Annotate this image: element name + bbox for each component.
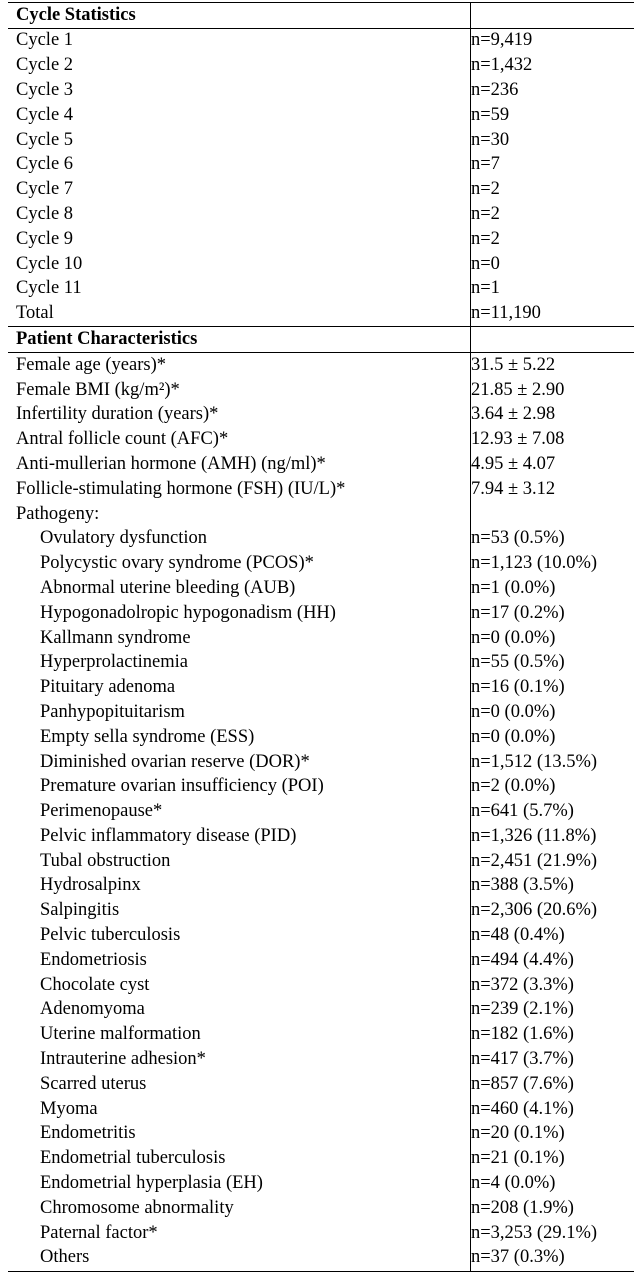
cycle-count: n=11,190 [471, 303, 541, 324]
cycle-row [8, 78, 634, 103]
cycle-count: n=7 [471, 154, 500, 175]
patient-characteristics-title: Patient Characteristics [8, 327, 471, 353]
patient-row [8, 403, 634, 428]
pathogeny-row [8, 800, 634, 825]
cycle-label: Cycle 7 [8, 178, 471, 203]
pathogeny-row [8, 899, 634, 924]
pathogeny-item-label: Others [8, 1246, 471, 1271]
cycle-row [8, 302, 634, 327]
cycle-count: n=30 [471, 129, 510, 150]
pathogeny-item-label: Hypogonadolropic hypogonadism (HH) [8, 601, 471, 626]
pathogeny-item-value: n=417 (3.7%) [471, 1049, 574, 1070]
cycle-count: n=0 [471, 253, 500, 274]
characteristic-value: 4.95 ± 4.07 [471, 453, 556, 474]
characteristic-label: Female age (years)* [8, 353, 471, 378]
cycle-label: Cycle 5 [8, 128, 471, 153]
pathogeny-item-value: n=208 (1.9%) [471, 1197, 574, 1218]
pathogeny-item-value: n=4 (0.0%) [471, 1173, 556, 1194]
pathogeny-item-label: Chromosome abnormality [8, 1196, 471, 1221]
cycle-row [8, 227, 634, 252]
pathogeny-item-label: Abnormal uterine bleeding (AUB) [8, 576, 471, 601]
cycle-row [8, 103, 634, 128]
pathogeny-item-label: Endometritis [8, 1122, 471, 1147]
pathogeny-item-value: n=21 (0.1%) [471, 1148, 565, 1169]
pathogeny-row [8, 923, 634, 948]
pathogeny-row [8, 576, 634, 601]
characteristic-label: Infertility duration (years)* [8, 403, 471, 428]
cycle-row [8, 178, 634, 203]
pathogeny-row [8, 874, 634, 899]
pathogeny-item-value: n=37 (0.3%) [471, 1246, 635, 1271]
characteristic-value: 21.85 ± 2.90 [471, 379, 565, 400]
cycle-count: n=2 [471, 228, 500, 249]
pathogeny-item-value: n=1,123 (10.0%) [471, 553, 598, 574]
pathogeny-item-label: Polycystic ovary syndrome (PCOS)* [8, 552, 471, 577]
cycle-statistics-title: Cycle Statistics [8, 3, 471, 29]
pathogeny-label: Pathogeny: [8, 502, 471, 527]
pathogeny-row [8, 651, 634, 676]
pathogeny-item-label: Chocolate cyst [8, 973, 471, 998]
pathogeny-item-value: n=388 (3.5%) [471, 875, 574, 896]
pathogeny-item-value: n=1,326 (11.8%) [471, 825, 597, 846]
pathogeny-item-label: Myoma [8, 1097, 471, 1122]
pathogeny-row [8, 849, 634, 874]
cycle-label: Cycle 6 [8, 153, 471, 178]
characteristic-label: Anti-mullerian hormone (AMH) (ng/ml)* [8, 452, 471, 477]
pathogeny-row [8, 1171, 634, 1196]
pathogeny-item-label: Uterine malformation [8, 1023, 471, 1048]
pathogeny-row [8, 824, 634, 849]
pathogeny-item-value: n=239 (2.1%) [471, 999, 574, 1020]
pathogeny-item-label: Hydrosalpinx [8, 874, 471, 899]
cycle-statistics-header-row [8, 3, 634, 29]
cycle-label: Cycle 10 [8, 252, 471, 277]
cycle-row [8, 202, 634, 227]
pathogeny-header-row [8, 502, 634, 527]
pathogeny-item-value: n=0 (0.0%) [471, 726, 556, 747]
characteristic-label: Antral follicle count (AFC)* [8, 428, 471, 453]
pathogeny-row [8, 1221, 634, 1246]
pathogeny-item-label: Pituitary adenoma [8, 676, 471, 701]
pathogeny-item-value: n=55 (0.5%) [471, 652, 565, 673]
pathogeny-item-label: Adenomyoma [8, 998, 471, 1023]
pathogeny-item-label: Hyperprolactinemia [8, 651, 471, 676]
pathogeny-item-label: Pelvic inflammatory disease (PID) [8, 824, 471, 849]
cycle-row [8, 153, 634, 178]
pathogeny-item-value: n=0 (0.0%) [471, 701, 556, 722]
pathogeny-item-label: Scarred uterus [8, 1072, 471, 1097]
characteristic-value: 31.5 ± 5.22 [471, 354, 556, 375]
pathogeny-item-value: n=2 (0.0%) [471, 776, 556, 797]
cycle-label: Total [8, 302, 471, 327]
pathogeny-row [8, 552, 634, 577]
cycle-label: Cycle 4 [8, 103, 471, 128]
characteristic-value: 12.93 ± 7.08 [471, 429, 565, 450]
cycle-row [8, 252, 634, 277]
pathogeny-item-value: n=182 (1.6%) [471, 1024, 574, 1045]
patient-row [8, 452, 634, 477]
pathogeny-item-label: Endometrial tuberculosis [8, 1147, 471, 1172]
pathogeny-item-value: n=20 (0.1%) [471, 1123, 565, 1144]
pathogeny-row [8, 725, 634, 750]
cycle-count: n=9,419 [471, 30, 533, 51]
pathogeny-row [8, 1047, 634, 1072]
pathogeny-row [8, 1147, 634, 1172]
patient-row [8, 477, 634, 502]
statistics-table-body [8, 3, 634, 1272]
pathogeny-row [8, 948, 634, 973]
cycle-label: Cycle 2 [8, 54, 471, 79]
pathogeny-item-label: Diminished ovarian reserve (DOR)* [8, 750, 471, 775]
patient-row [8, 428, 634, 453]
pathogeny-item-value: n=17 (0.2%) [471, 602, 565, 623]
patient-row [8, 353, 634, 378]
characteristic-value: 3.64 ± 2.98 [471, 404, 556, 425]
patient-characteristics-header-row [8, 327, 634, 353]
pathogeny-row [8, 973, 634, 998]
patient-row [8, 378, 634, 403]
pathogeny-item-label: Kallmann syndrome [8, 626, 471, 651]
characteristic-label: Follicle-stimulating hormone (FSH) (IU/L)* [8, 477, 471, 502]
pathogeny-row [8, 601, 634, 626]
pathogeny-item-label: Paternal factor* [8, 1221, 471, 1246]
pathogeny-item-value: n=372 (3.3%) [471, 974, 574, 995]
pathogeny-item-value: n=3,253 (29.1%) [471, 1222, 598, 1243]
pathogeny-item-label: Intrauterine adhesion* [8, 1047, 471, 1072]
pathogeny-row [8, 998, 634, 1023]
pathogeny-item-value: n=460 (4.1%) [471, 1098, 574, 1119]
cycle-row [8, 54, 634, 79]
cycle-count: n=2 [471, 179, 500, 200]
pathogeny-row [8, 1122, 634, 1147]
pathogeny-row [8, 527, 634, 552]
pathogeny-item-value: n=494 (4.4%) [471, 949, 574, 970]
cycle-row [8, 277, 634, 302]
cycle-count: n=2 [471, 203, 500, 224]
statistics-table [8, 2, 634, 1272]
cycle-count: n=1,432 [471, 55, 533, 76]
pathogeny-item-label: Ovulatory dysfunction [8, 527, 471, 552]
pathogeny-row [8, 750, 634, 775]
pathogeny-item-label: Empty sella syndrome (ESS) [8, 725, 471, 750]
cycle-label: Cycle 11 [8, 277, 471, 302]
pathogeny-row [8, 1097, 634, 1122]
pathogeny-row [8, 1023, 634, 1048]
pathogeny-item-value: n=2,451 (21.9%) [471, 850, 598, 871]
cycle-count: n=1 [471, 278, 500, 299]
pathogeny-row [8, 775, 634, 800]
pathogeny-row [8, 1246, 634, 1271]
pathogeny-item-value: n=857 (7.6%) [471, 1073, 574, 1094]
pathogeny-item-label: Premature ovarian insufficiency (POI) [8, 775, 471, 800]
pathogeny-row [8, 1196, 634, 1221]
cycle-label: Cycle 1 [8, 28, 471, 53]
pathogeny-row [8, 626, 634, 651]
pathogeny-item-value: n=1,512 (13.5%) [471, 751, 598, 772]
cycle-count: n=236 [471, 79, 519, 100]
characteristic-value: 7.94 ± 3.12 [471, 478, 556, 499]
pathogeny-header-spacer [471, 502, 635, 527]
patient-header-spacer [471, 327, 635, 353]
pathogeny-item-value: n=53 (0.5%) [471, 528, 565, 549]
pathogeny-item-label: Salpingitis [8, 899, 471, 924]
cycle-row [8, 28, 634, 53]
pathogeny-item-value: n=16 (0.1%) [471, 677, 565, 698]
pathogeny-item-value: n=48 (0.4%) [471, 925, 565, 946]
characteristic-label: Female BMI (kg/m²)* [8, 378, 471, 403]
pathogeny-row [8, 1072, 634, 1097]
pathogeny-item-value: n=1 (0.0%) [471, 577, 556, 598]
pathogeny-item-label: Endometrial hyperplasia (EH) [8, 1171, 471, 1196]
pathogeny-item-value: n=0 (0.0%) [471, 627, 556, 648]
cycle-label: Cycle 3 [8, 78, 471, 103]
pathogeny-row [8, 676, 634, 701]
pathogeny-row [8, 700, 634, 725]
pathogeny-item-value: n=641 (5.7%) [471, 801, 574, 822]
cycle-statistics-header-spacer [471, 3, 635, 29]
cycle-label: Cycle 9 [8, 227, 471, 252]
cycle-row [8, 128, 634, 153]
pathogeny-item-label: Endometriosis [8, 948, 471, 973]
cycle-count: n=59 [471, 104, 510, 125]
pathogeny-item-label: Pelvic tuberculosis [8, 923, 471, 948]
cycle-label: Cycle 8 [8, 202, 471, 227]
pathogeny-item-value: n=2,306 (20.6%) [471, 900, 598, 921]
pathogeny-item-label: Tubal obstruction [8, 849, 471, 874]
pathogeny-item-label: Perimenopause* [8, 800, 471, 825]
pathogeny-item-label: Panhypopituitarism [8, 700, 471, 725]
